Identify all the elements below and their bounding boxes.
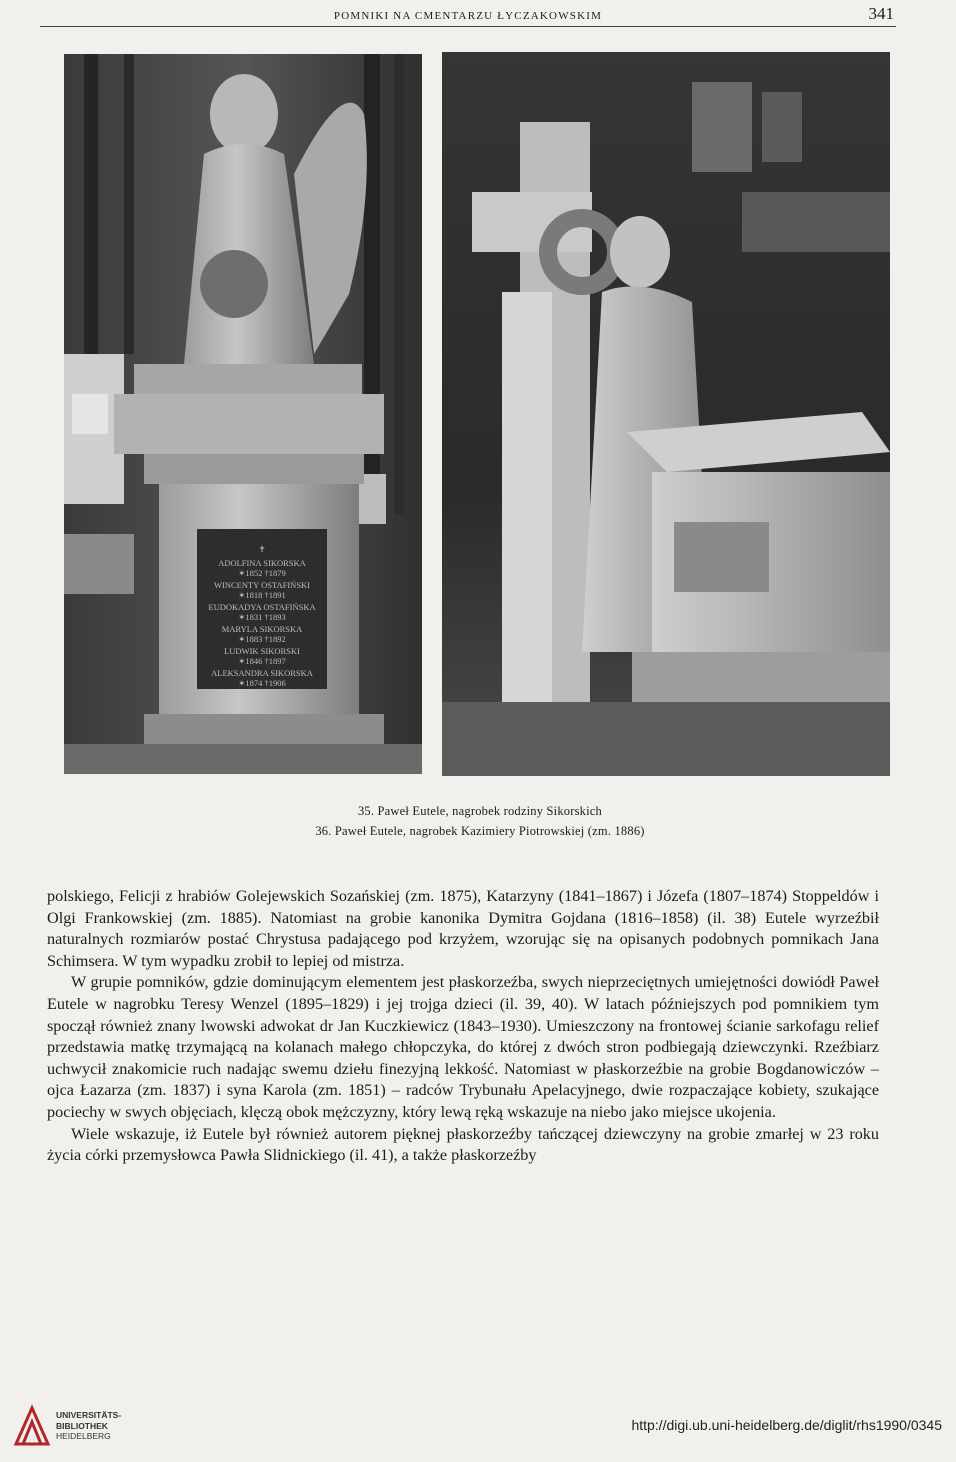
paragraph-1: polskiego, Felicji z hrabiów Golejewskich Sozańskiej (zm. 1875), Katarzyny (1841–1867) i Józefa (1807–1874) Stoppeldów i Olgi Frankowskiej (zm. 1885). Natomiast na grobie kanonika Dymitra Gojdana (1816–1858) (il. 38) Eutele wyrzeźbił naturalnych rozmiarów postać Chrystusa padającego pod krzyżem, wzorując się na opisanych podobnych pomnikach Jana Schimsera. W tym wypadku zrobił to lepiej od mistrza.	[47, 887, 879, 970]
logo-line: UNIVERSITÄTS-	[56, 1410, 122, 1420]
photo-35-image	[64, 54, 422, 774]
caption-35: 35. Paweł Eutele, nagrobek rodziny Sikorskich	[357, 804, 603, 818]
source-url[interactable]: http://digi.ub.uni-heidelberg.de/diglit/rhs1990/0345	[631, 1417, 942, 1433]
photo-35-sikorski-tomb	[64, 54, 422, 774]
inscription-line: ✶1852 †1879	[238, 568, 286, 578]
logo-line: HEIDELBERG	[56, 1431, 111, 1441]
photo-36-piotrowska-tomb	[442, 52, 890, 776]
inscription-line: ALEKSANDRA SIKORSKA	[211, 668, 313, 678]
body-text	[47, 886, 879, 1167]
inscription-line: ✶1846 †1897	[238, 656, 286, 666]
inscription-line: WINCENTY OSTAFIŃSKI	[213, 580, 311, 590]
caption-36: 36. Paweł Eutele, nagrobek Kazimiery Piotrowskiej (zm. 1886)	[315, 824, 645, 838]
inscription-line: EUDOKADYA OSTAFIŃSKA	[208, 602, 316, 612]
inscription-line: MARYLA SIKORSKA	[221, 624, 303, 634]
library-logo[interactable]	[12, 1404, 172, 1454]
inscription-line: ✝	[258, 544, 266, 554]
figure-captions	[140, 801, 820, 841]
paragraph-2: W grupie pomników, gdzie dominującym elementem jest płaskorzeźba, swych nieprzeciętnych umiejętności dowiódł Paweł Eutele w nagrobku Teresy Wenzel (1895–1829) i jej trojga dzieci (il. 39, 40). W latach późniejszych pod pomnikiem tym spoczął również znany lwowski adwokat dr Jan Kuczkiewicz (1843–1930). Umieszczony na frontowej ścianie sarkofagu relief przedstawia matkę trzymającą na kolanach małego chłopczyka, do której z dwóch stron podbiegają dziewczynki. Rzeźbiarz uchwycił znakomicie ruch nadając swemu dziełu finezyjną lekkość. Natomiast w płaskorzeźbie na grobie Bogdanowiczów – ojca Łazarza (zm. 1837) i syna Karola (zm. 1851) – radców Trybunału Apelacyjnego, dwie rozpaczające kobiety, szukające pociechy w swych objęciach, klęczą obok mężczyzny, który lewą ręką wskazuje na niebo jako miejsce ukojenia.	[47, 973, 879, 1121]
inscription-line: ADOLFINA SIKORSKA	[218, 558, 306, 568]
photo-36-image	[442, 52, 890, 776]
inscription-line: ✶1874 †1906	[238, 678, 286, 688]
inscription-line: ✶1818 †1891	[238, 590, 286, 600]
page-number: 341	[868, 4, 894, 23]
running-title: POMNIKI NA CMENTARZU ŁYCZAKOWSKIM	[333, 10, 603, 22]
inscription-line: ✶1831 †1893	[238, 612, 286, 622]
library-logo-text	[56, 1410, 121, 1442]
running-head	[40, 4, 896, 27]
logo-line: BIBLIOTHEK	[56, 1420, 108, 1431]
inscription-line: LUDWIK SIKORSKI	[224, 646, 300, 656]
inscription-line: ✶1883 †1892	[238, 634, 286, 644]
paragraph-3: Wiele wskazuje, iż Eutele był również autorem pięknej płaskorzeźby tańczącej dziewczyny na grobie zmarłej w 23 roku życia córki przemysłowca Pawła Slidnickiego (il. 41), a także płaskorzeźby	[47, 1124, 879, 1165]
library-logo-icon	[12, 1404, 52, 1448]
